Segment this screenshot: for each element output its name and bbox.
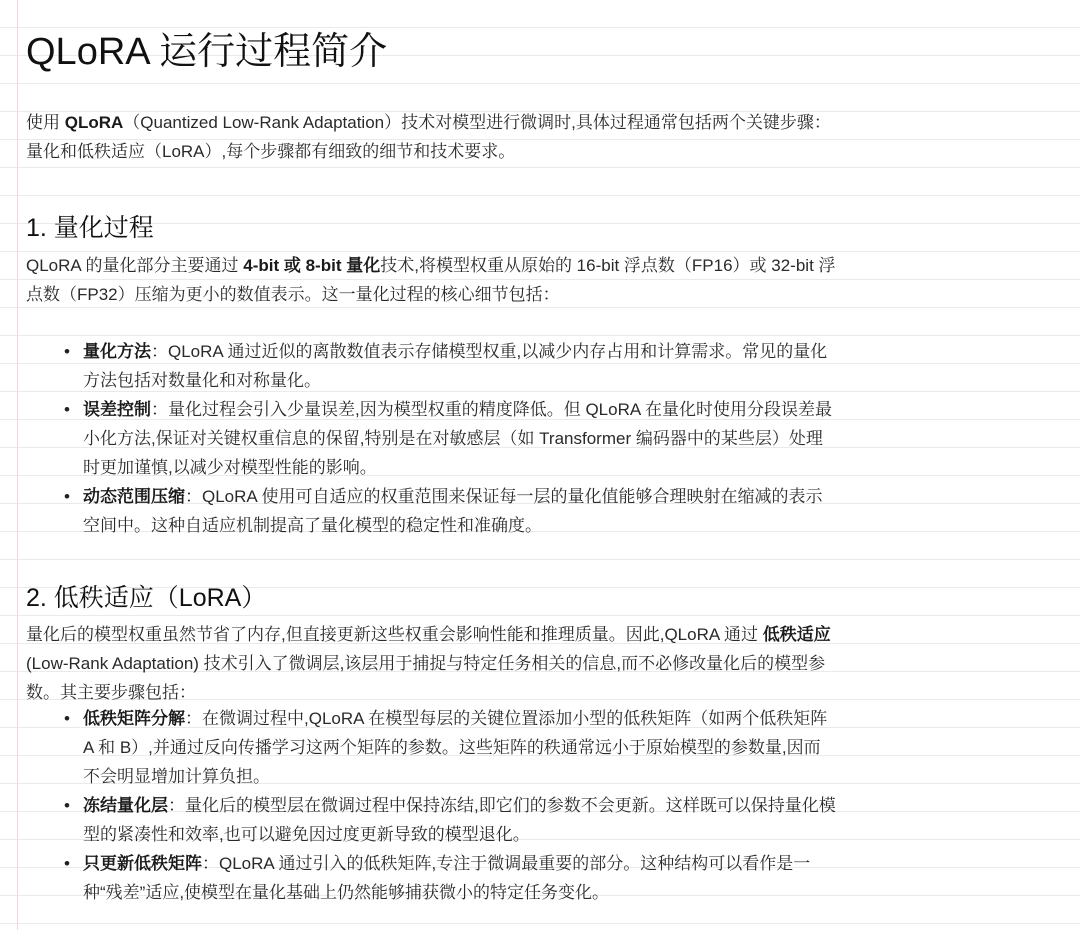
section1-text-1: QLoRA 的量化部分主要通过 — [26, 256, 244, 275]
list-item-text: ：QLoRA 通过引入的低秩矩阵,专注于微调最重要的部分。这种结构可以看作是一种“残差”适应,使模型在量化基础上仍然能够捕获微小的特定任务变化。 — [83, 854, 811, 902]
bullet-icon: • — [64, 796, 70, 815]
list-item-text: ：QLoRA 使用可自适应的权重范围来保证每一层的量化值能够合理映射在缩减的表示空间中。这种自适应机制提高了量化模型的稳定性和准确度。 — [83, 487, 823, 535]
list-item-text: ：在微调过程中,QLoRA 在模型每层的关键位置添加小型的低秩矩阵（如两个低秩矩阵 A 和 B）,并通过反向传播学习这两个矩阵的参数。这些矩阵的秩通常远小于原始模型的参数量,因而不会明显增加计算负担。 — [83, 709, 828, 786]
list-item-text: ：QLoRA 通过近似的离散数值表示存储模型权重,以减少内存占用和计算需求。常见的量化方法包括对数量化和对称量化。 — [83, 342, 828, 390]
list-item — [26, 791, 836, 849]
list-item — [26, 704, 836, 791]
list-item-text: ：量化过程会引入少量误差,因为模型权重的精度降低。但 QLoRA 在量化时使用分段误差最小化方法,保证对关键权重信息的保留,特别是在对敏感层（如 Transformer 编码器中的某些层）处理时更加谨慎,以减少对模型性能的影响。 — [83, 400, 832, 477]
section2-bold: 低秩适应 — [762, 625, 831, 644]
page-margin-line — [17, 0, 18, 930]
section2-text-2: (Low-Rank Adaptation) 技术引入了微调层,该层用于捕捉与特定任务相关的信息,而不必修改量化后的模型参数。其主要步骤包括： — [26, 654, 826, 702]
section1-paragraph — [26, 251, 836, 309]
list-item — [26, 482, 836, 540]
section1-list — [26, 337, 836, 540]
intro-text-1: 使用 — [26, 113, 65, 132]
bullet-icon: • — [64, 342, 70, 361]
list-item-label: 只更新低秩矩阵 — [83, 854, 202, 873]
section-heading-quantization: 1. 量化过程 — [26, 214, 154, 242]
section1-text-2: 技术,将模型权重从原始的 16-bit 浮点数（FP16）或 32-bit 浮点数（FP32）压缩为更小的数值表示。这一量化过程的核心细节包括： — [26, 256, 836, 304]
list-item-label: 低秩矩阵分解 — [83, 709, 185, 728]
list-item-label: 误差控制 — [83, 400, 151, 419]
section2-paragraph — [26, 620, 836, 707]
bullet-icon: • — [64, 854, 70, 873]
intro-paragraph — [26, 108, 836, 166]
list-item — [26, 337, 836, 395]
section2-list — [26, 704, 836, 907]
bullet-icon: • — [64, 709, 70, 728]
bullet-icon: • — [64, 487, 70, 506]
list-item-text: ：量化后的模型层在微调过程中保持冻结,即它们的参数不会更新。这样既可以保持量化模型的紧凑性和效率,也可以避免因过度更新导致的模型退化。 — [83, 796, 836, 844]
list-item-label: 动态范围压缩 — [83, 487, 185, 506]
section2-text-1: 量化后的模型权重虽然节省了内存,但直接更新这些权重会影响性能和推理质量。因此,QLoRA 通过 — [26, 625, 763, 644]
list-item — [26, 395, 836, 482]
list-item — [26, 849, 836, 907]
bullet-icon: • — [64, 400, 70, 419]
intro-bold-qlora: QLoRA — [64, 113, 124, 132]
intro-text-2: （Quantized Low-Rank Adaptation）技术对模型进行微调时,具体过程通常包括两个关键步骤：量化和低秩适应（LoRA）,每个步骤都有细致的细节和技术要求。 — [26, 113, 831, 161]
section-heading-lora: 2. 低秩适应（LoRA） — [26, 584, 267, 612]
page-title: QLoRA 运行过程简介 — [26, 31, 388, 73]
list-item-label: 冻结量化层 — [83, 796, 168, 815]
list-item-label: 量化方法 — [83, 342, 151, 361]
section1-bold: 4-bit 或 8-bit 量化 — [243, 256, 381, 275]
